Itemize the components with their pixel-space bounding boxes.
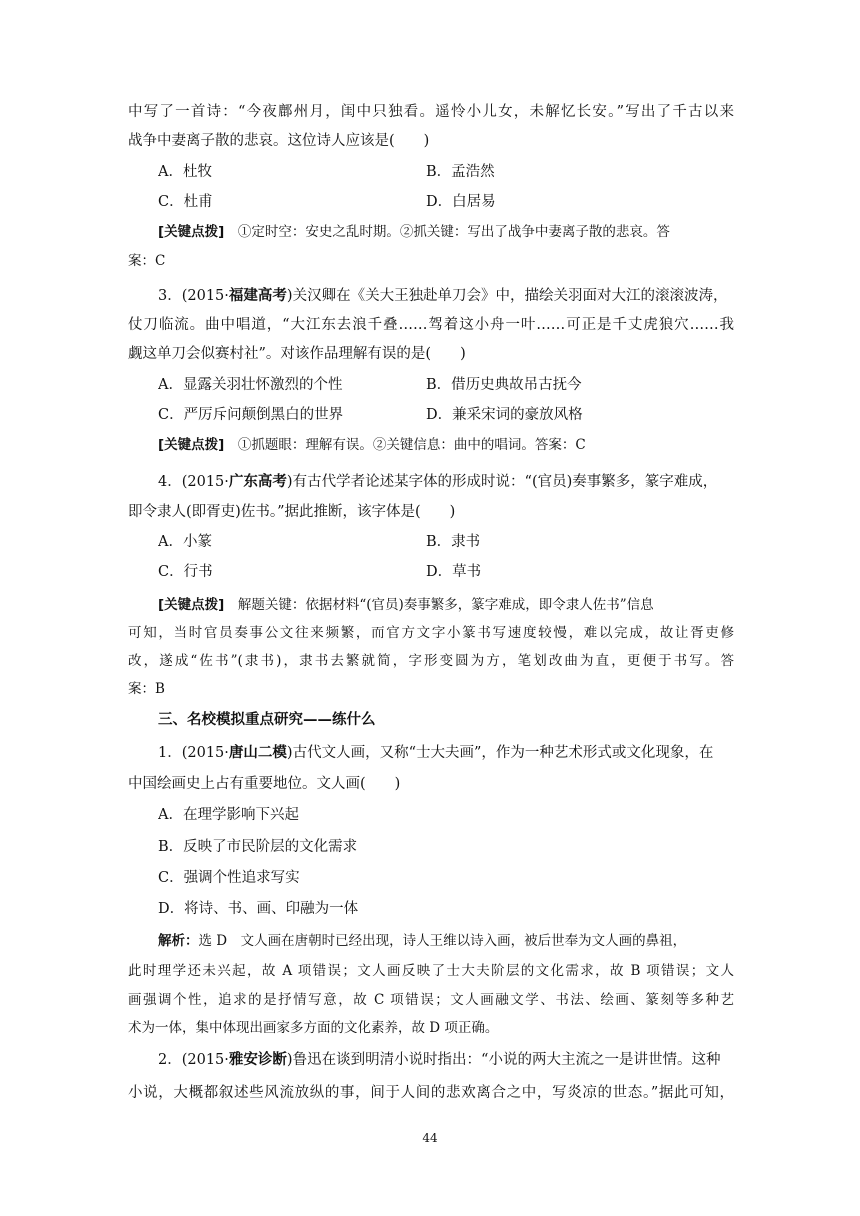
- question-source: 雅安诊断: [228, 1052, 287, 1068]
- option-c: C．行书: [158, 564, 213, 580]
- question-4-line: [158, 471, 734, 493]
- question-m2-line: [158, 1049, 734, 1071]
- explanation-label: 解析：: [158, 933, 199, 949]
- explanation: [158, 930, 734, 952]
- question-source: 广东高考: [228, 474, 287, 490]
- explanation-text: 选 D 文人画在唐朝时已经出现，诗人王维以诗入画，被后世奉为文人画的鼻祖，: [198, 933, 687, 949]
- key-hint-label: [关键点拨]: [158, 224, 225, 240]
- question-source: 唐山二模: [228, 745, 287, 761]
- question-stem-line: 中写了一首诗：“今夜鄜州月，闺中只独看。遥怜小儿女，未解忆长安。”写出了千古以来: [128, 104, 734, 120]
- option-b: B．借历史典故吊古抚今: [426, 377, 582, 393]
- question-stem-line: 即令隶人(即胥吏)佐书。”据此推断，该字体是( ): [128, 504, 456, 520]
- option-b: B．隶书: [426, 534, 481, 550]
- option-b: B．反映了市民阶层的文化需求: [158, 839, 358, 855]
- key-hint: [158, 434, 734, 456]
- key-hint-label: [关键点拨]: [158, 597, 225, 613]
- key-hint-label: [关键点拨]: [158, 437, 225, 453]
- option-a: A．在理学影响下兴起: [158, 807, 299, 823]
- key-hint-text: 案：B: [128, 681, 165, 697]
- option-d: D．白居易: [426, 194, 496, 210]
- key-hint: [158, 221, 734, 243]
- question-source: 福建高考: [228, 288, 287, 304]
- question-number: 3．(2015·: [158, 288, 229, 304]
- question-stem: )古代文人画，又称“士大夫画”，作为一种艺术形式或文化现象，在: [286, 745, 714, 761]
- key-hint: [158, 594, 734, 616]
- question-stem: )有古代学者论述某字体的形成时说：“(官员)奏事繁多，篆字难成，: [286, 474, 718, 490]
- option-c: C．杜甫: [158, 194, 213, 210]
- option-a: A．显露关羽壮怀激烈的个性: [158, 377, 343, 393]
- option-a: A．小篆: [158, 534, 212, 550]
- option-a: A．杜牧: [158, 164, 212, 180]
- question-stem-line: 小说，大概都叙述些风流放纵的事，间于人间的悲欢离合之中，写炎凉的世态。”据此可知，: [128, 1085, 734, 1101]
- question-stem-line: 觑这单刀会似赛村社”。对该作品理解有误的是( ): [128, 346, 466, 362]
- option-c: C．严厉斥问颠倒黑白的世界: [158, 407, 344, 423]
- question-stem-line: 仗刀临流。曲中唱道，“大江东去浪千叠……驾着这小舟一叶……可正是千丈虎狼穴……我: [128, 317, 734, 333]
- key-hint-text: 案：C: [128, 253, 166, 269]
- page-number: 44: [422, 1131, 438, 1145]
- question-stem-line: 战争中妻离子散的悲哀。这位诗人应该是( ): [128, 133, 430, 149]
- key-hint-text: 解题关键：依据材料“(官员)奏事繁多，篆字难成，即令隶人佐书”信息: [224, 597, 654, 613]
- section-title: 三、名校模拟重点研究——练什么: [158, 712, 376, 728]
- option-d: D．将诗、书、画、印融为一体: [158, 901, 359, 917]
- question-m1-line: [158, 742, 734, 764]
- option-c: C．强调个性追求写实: [158, 870, 300, 886]
- option-b: B．孟浩然: [426, 164, 495, 180]
- option-d: D．草书: [426, 564, 482, 580]
- question-stem: )关汉卿在《关大王独赴单刀会》中，描绘关羽面对大江的滚滚波涛，: [286, 288, 728, 304]
- key-hint-text: 改，遂成“佐书”(隶书)，隶书去繁就简，字形变圆为方，笔划改曲为直，更便于书写。答: [128, 653, 734, 669]
- key-hint-text: ①抓题眼：理解有误。②关键信息：曲中的唱词。答案：C: [224, 437, 586, 453]
- question-stem-line: 中国绘画史上占有重要地位。文人画( ): [128, 776, 401, 792]
- key-hint-text: ①定时空：安史之乱时期。②抓关键：写出了战争中妻离子散的悲哀。答: [224, 224, 670, 240]
- question-3-line: [158, 285, 734, 307]
- explanation-text: 画强调个性，追求的是抒情写意，故 C 项错误；文人画融文学、书法、绘画、篆刻等多种艺: [128, 992, 734, 1008]
- question-number: 1．(2015·: [158, 745, 229, 761]
- question-number: 4．(2015·: [158, 474, 229, 490]
- question-stem: )鲁迅在谈到明清小说时指出：“小说的两大主流之一是讲世情。这种: [286, 1052, 721, 1068]
- explanation-text: 此时理学还未兴起，故 A 项错误；文人画反映了士大夫阶层的文化需求，故 B 项错误；文人: [128, 963, 734, 979]
- question-number: 2．(2015·: [158, 1052, 229, 1068]
- option-d: D．兼采宋词的豪放风格: [426, 407, 583, 423]
- explanation-text: 术为一体，集中体现出画家多方面的文化素养，故 D 项正确。: [128, 1020, 499, 1036]
- key-hint-text: 可知，当时官员奏事公文往来频繁，而官方文字小篆书写速度较慢，难以完成，故让胥吏修: [128, 625, 734, 641]
